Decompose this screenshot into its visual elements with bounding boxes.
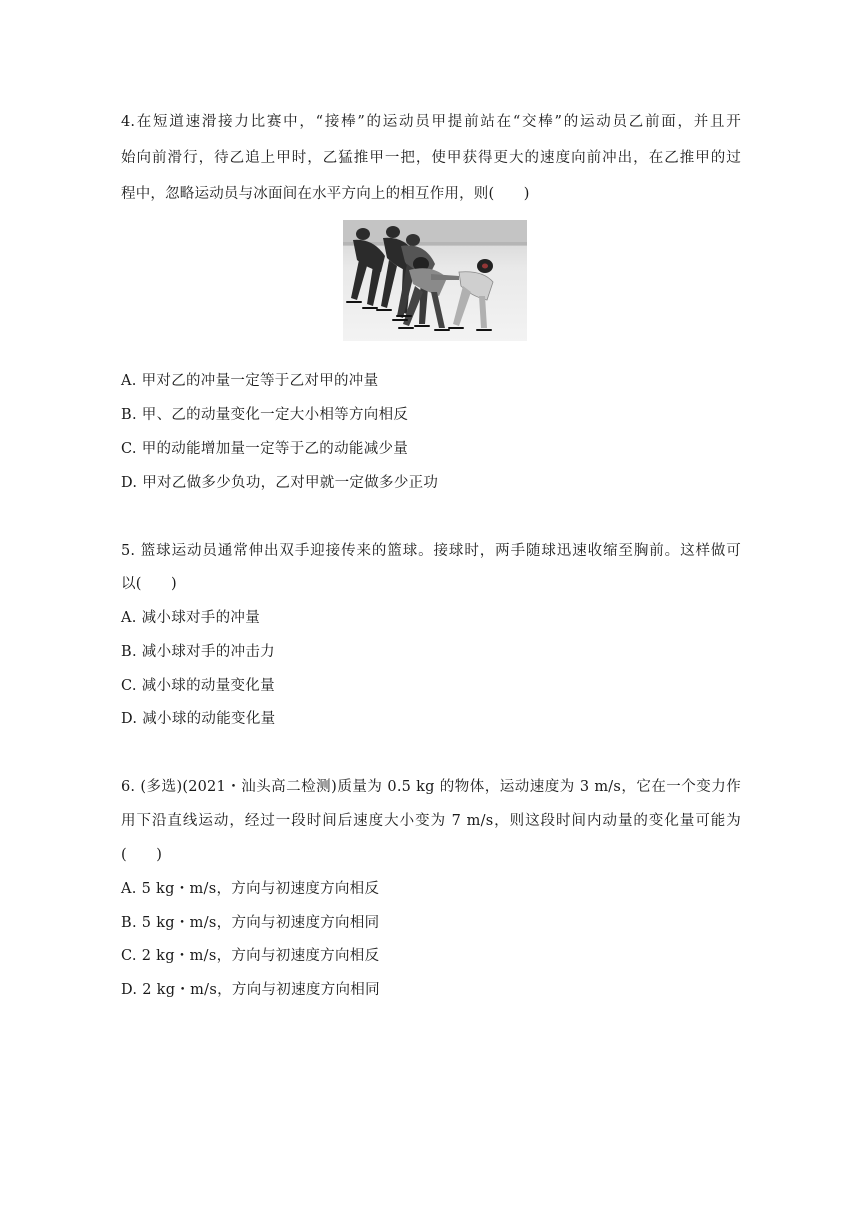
q6-stem-line-2: 用下沿直线运动，经过一段时间后速度大小变为 7 m/s，则这段时间内动量的变化量可能为 [121, 813, 741, 829]
q5-option-c: C. 减小球的动量变化量 [121, 678, 275, 694]
q4-stem-line-1: 4.在短道速滑接力比赛中，“接棒”的运动员甲提前站在“交棒”的运动员乙前面，并且开 [121, 114, 741, 130]
q6-option-c: C. 2 kg・m/s，方向与初速度方向相反 [121, 948, 380, 964]
q5-stem-line-2: 以( ) [121, 576, 177, 592]
q4-option-b: B. 甲、乙的动量变化一定大小相等方向相反 [121, 407, 409, 423]
speed-skating-relay-photo [343, 220, 527, 341]
q6-option-b: B. 5 kg・m/s，方向与初速度方向相同 [121, 915, 380, 931]
q5-option-b: B. 减小球对手的冲击力 [121, 644, 275, 660]
q6-option-d: D. 2 kg・m/s，方向与初速度方向相同 [121, 982, 380, 998]
q6-stem-line-1: 6. (多选)(2021・汕头高二检测)质量为 0.5 kg 的物体，运动速度为 3 m/s，它在一个变力作 [121, 779, 741, 795]
q5-stem-line-1: 5. 篮球运动员通常伸出双手迎接传来的篮球。接球时，两手随球迅速收缩至胸前。这样做可 [121, 543, 741, 559]
q6-option-a: A. 5 kg・m/s，方向与初速度方向相反 [121, 881, 380, 897]
q4-option-c: C. 甲的动能增加量一定等于乙的动能减少量 [121, 441, 409, 457]
q4-stem-line-2: 始向前滑行，待乙追上甲时，乙猛推甲一把，使甲获得更大的速度向前冲出，在乙推甲的过 [121, 150, 741, 166]
q4-option-d: D. 甲对乙做多少负功，乙对甲就一定做多少正功 [121, 475, 439, 491]
q4-stem-line-3: 程中，忽略运动员与冰面间在水平方向上的相互作用，则( ) [121, 186, 530, 202]
q6-stem-line-3: ( ) [121, 847, 163, 863]
q5-option-a: A. 减小球对手的冲量 [121, 610, 260, 626]
q5-option-d: D. 减小球的动能变化量 [121, 711, 276, 727]
q4-option-a: A. 甲对乙的冲量一定等于乙对甲的冲量 [121, 373, 379, 389]
